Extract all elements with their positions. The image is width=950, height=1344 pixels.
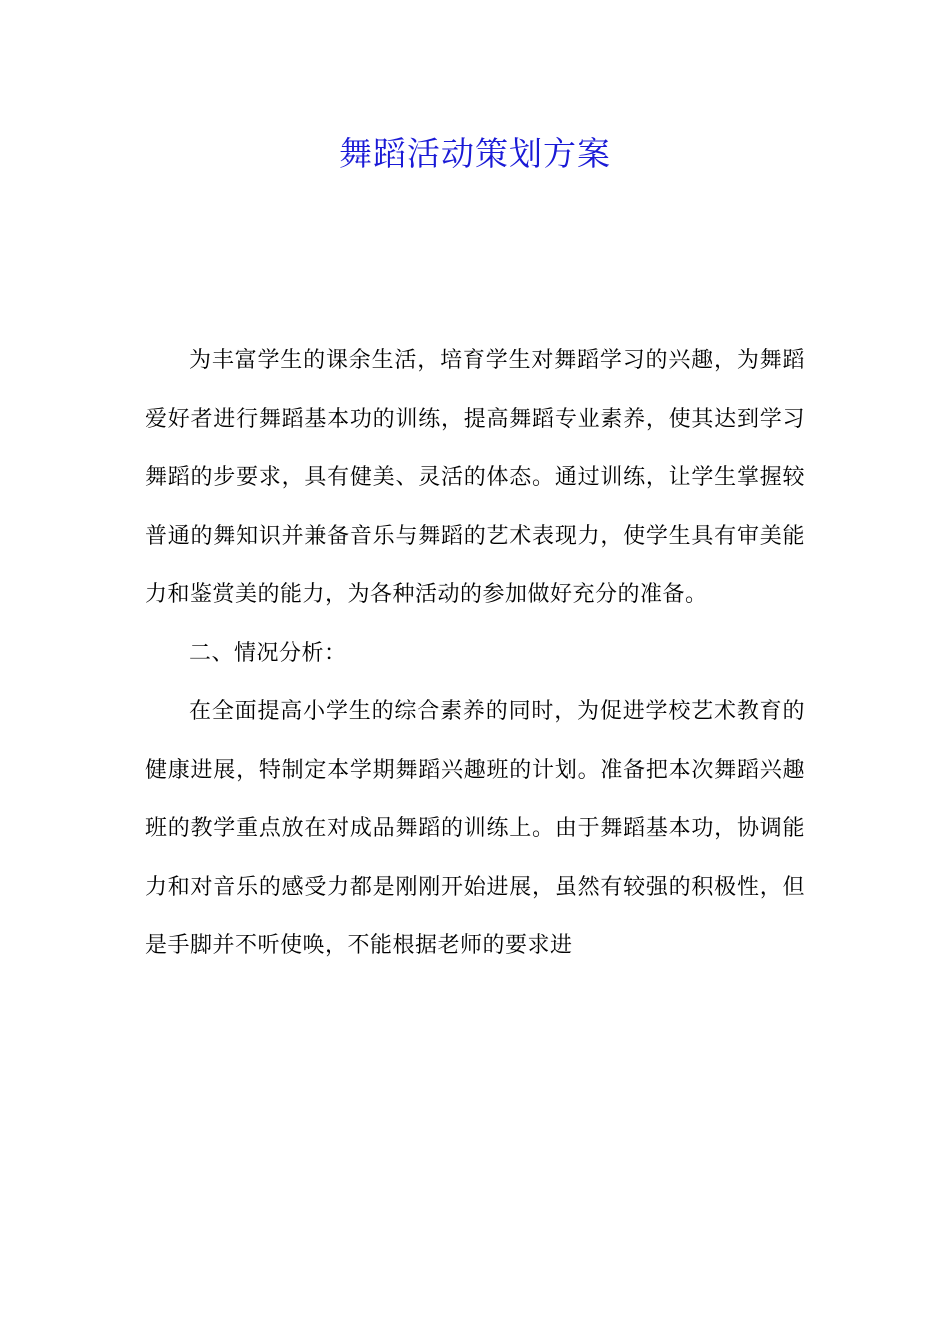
document-body <box>145 332 805 976</box>
document-title: 舞蹈活动策划方案 <box>339 134 611 173</box>
section-heading-situation-analysis: 二、情况分析： <box>189 640 347 666</box>
paragraph-intro: 为丰富学生的课余生活，培育学生对舞蹈学习的兴趣，为舞蹈爱好者进行舞蹈基本功的训练，提高舞蹈专业素养，使其达到学习舞蹈的步要求，具有健美、灵活的体态。通过训练，让学生掌握较普通的舞知识并兼备音乐与舞蹈的艺术表现力，使学生具有审美能力和鉴赏美的能力，为各种活动的参加做好充分的准备。 <box>145 348 805 607</box>
paragraph-situation: 在全面提高小学生的综合素养的同时，为促进学校艺术教育的健康进展，特制定本学期舞蹈兴趣班的计划。准备把本次舞蹈兴趣班的教学重点放在对成品舞蹈的训练上。由于舞蹈基本功，协调能力和对音乐的感受力都是刚刚开始进展，虽然有较强的积极性，但是手脚并不听使唤，不能根据老师的要求进 <box>145 699 805 958</box>
